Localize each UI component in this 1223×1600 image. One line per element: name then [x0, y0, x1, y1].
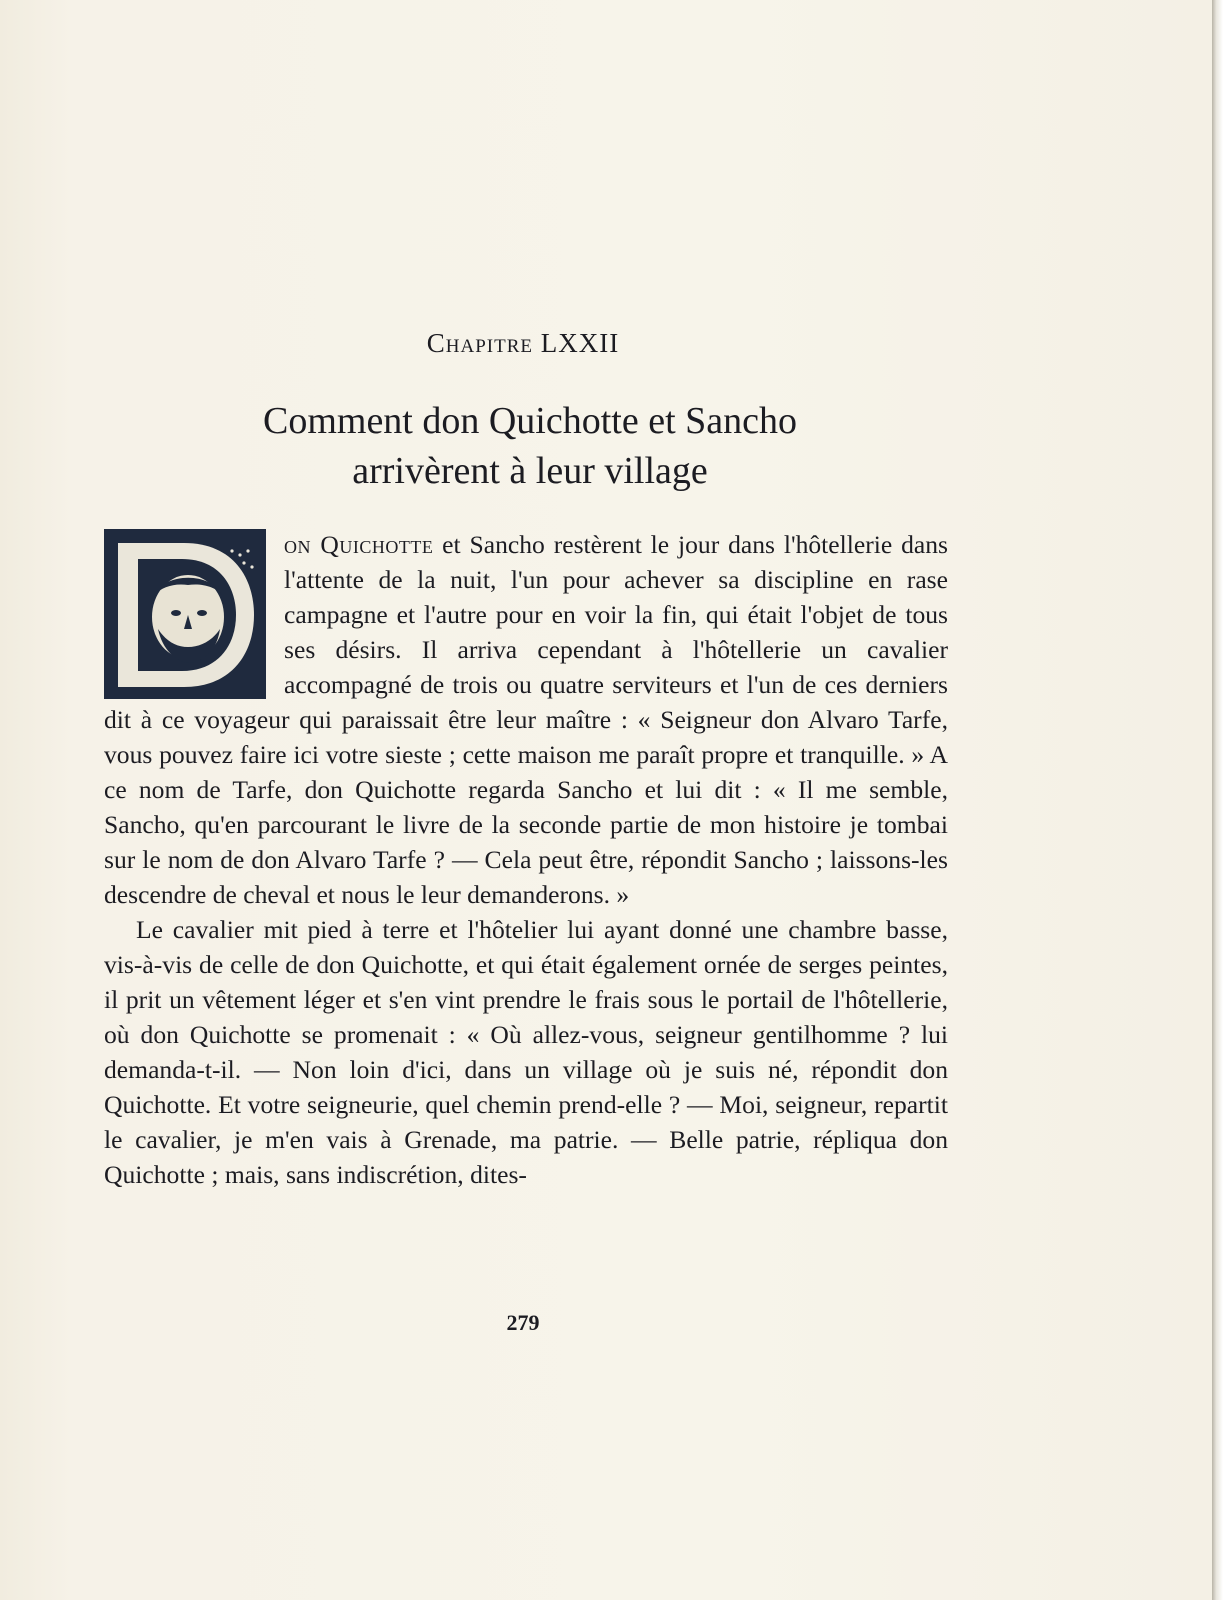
chapter-title-line-1: Comment don Quichotte et Sancho [262, 400, 798, 442]
opening-words: on Quichotte [284, 530, 434, 559]
woodcut-portrait-icon [104, 529, 266, 699]
page-edge [1212, 0, 1223, 1600]
paragraph-1-text: et Sancho restèrent le jour dans l'hôtellerie dans l'attente de la nuit, l'un pour achever sa discipline en rase campagne et l'autre pour en voir la fin, qui était l'objet de tous ses désirs. Il arriva cependant à l'hôtellerie un cavalier accompagné de trois ou quatre serviteurs et l'un de ces derniers dit à ce voyageur qui paraissait être leur maître : « Seigneur don Alvaro Tarfe, vous pouvez faire ici votre sieste ; cette maison me paraît propre et tranquille. » A ce nom de Tarfe, don Quichotte regarda Sancho et lui dit : « Il me semble, Sancho, qu'en parcourant le livre de la seconde partie de mon histoire je tombai sur le nom de don Alvaro Tarfe ? — Cela peut être, répondit Sancho ; laissons-les descendre de cheval et nous le leur demanderons. » [104, 530, 948, 909]
body-text [104, 527, 948, 1192]
paragraph-2: Le cavalier mit pied à terre et l'hôtelier lui ayant donné une chambre basse, vis-à-vis de celle de don Quichotte, et qui était également ornée de serges peintes, il prit un vêtement léger et s'en vint prendre le frais sous le portail de l'hôtellerie, où don Quichotte se promenait : « Où allez-vous, seigneur gentilhomme ? lui demanda-t-il. — Non loin d'ici, dans un village où je suis né, répondit don Quichotte. Et votre seigneurie, quel chemin prend-elle ? — Moi, seigneur, repartit le cavalier, je m'en vais à Grenade, ma patrie. — Belle patrie, répliqua don Quichotte ; mais, sans indiscrétion, dites- [104, 915, 948, 1189]
paragraph-1 [104, 527, 948, 912]
page-number: 279 [506, 1310, 540, 1335]
decorated-initial-d [104, 529, 266, 699]
chapter-heading: Chapitre LXXII [426, 328, 620, 358]
chapter-title-line-2: arrivèrent à leur village [352, 450, 708, 492]
chapter-title [110, 396, 950, 496]
